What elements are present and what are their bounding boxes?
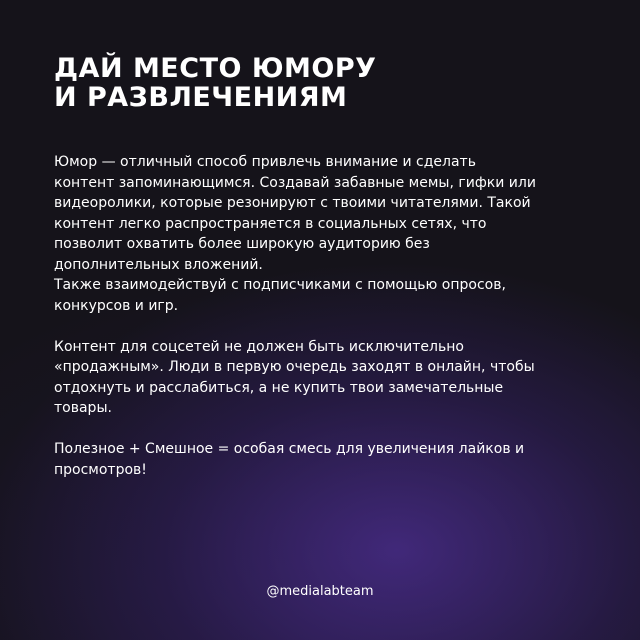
text-line: видеоролики, которые резонируют с твоими читателями. Такой (54, 195, 531, 211)
text-line: «продажным». Люди в первую очередь заходят в онлайн, чтобы (54, 359, 535, 375)
headline-line-1: ДАЙ МЕСТО ЮМОРУ (54, 53, 377, 84)
account-handle: @medialabteam (266, 584, 374, 599)
text-line: отдохнуть и расслабиться, а не купить твои замечательные (54, 379, 504, 396)
text-line: Контент для соцсетей не должен быть исключительно (54, 338, 464, 355)
text-line: конкурсов и игр. (54, 297, 179, 314)
text-line: позволит охватить более широкую аудиторию без (54, 236, 430, 252)
text-line: Юмор — отличный способ привлечь внимание и сделать (54, 154, 476, 170)
paragraph-formula (54, 439, 594, 480)
text-line: просмотров! (54, 461, 147, 478)
text-line: Также взаимодействуй с подписчиками с помощью опросов, (54, 277, 506, 293)
paragraph-humor (54, 152, 594, 316)
text-line: Полезное + Смешное = особая смесь для увеличения лайков и (54, 441, 525, 457)
headline-line-2: И РАЗВЛЕЧЕНИЯМ (54, 82, 348, 113)
text-line: дополнительных вложений. (54, 256, 263, 273)
text-line: товары. (54, 400, 112, 416)
text-line: контент запоминающимся. Создавай забавные мемы, гифки или (54, 174, 536, 191)
paragraph-content (54, 337, 594, 419)
text-line: контент легко распространяется в социальных сетях, что (54, 215, 487, 232)
body-text (54, 152, 594, 501)
headline (54, 54, 594, 112)
